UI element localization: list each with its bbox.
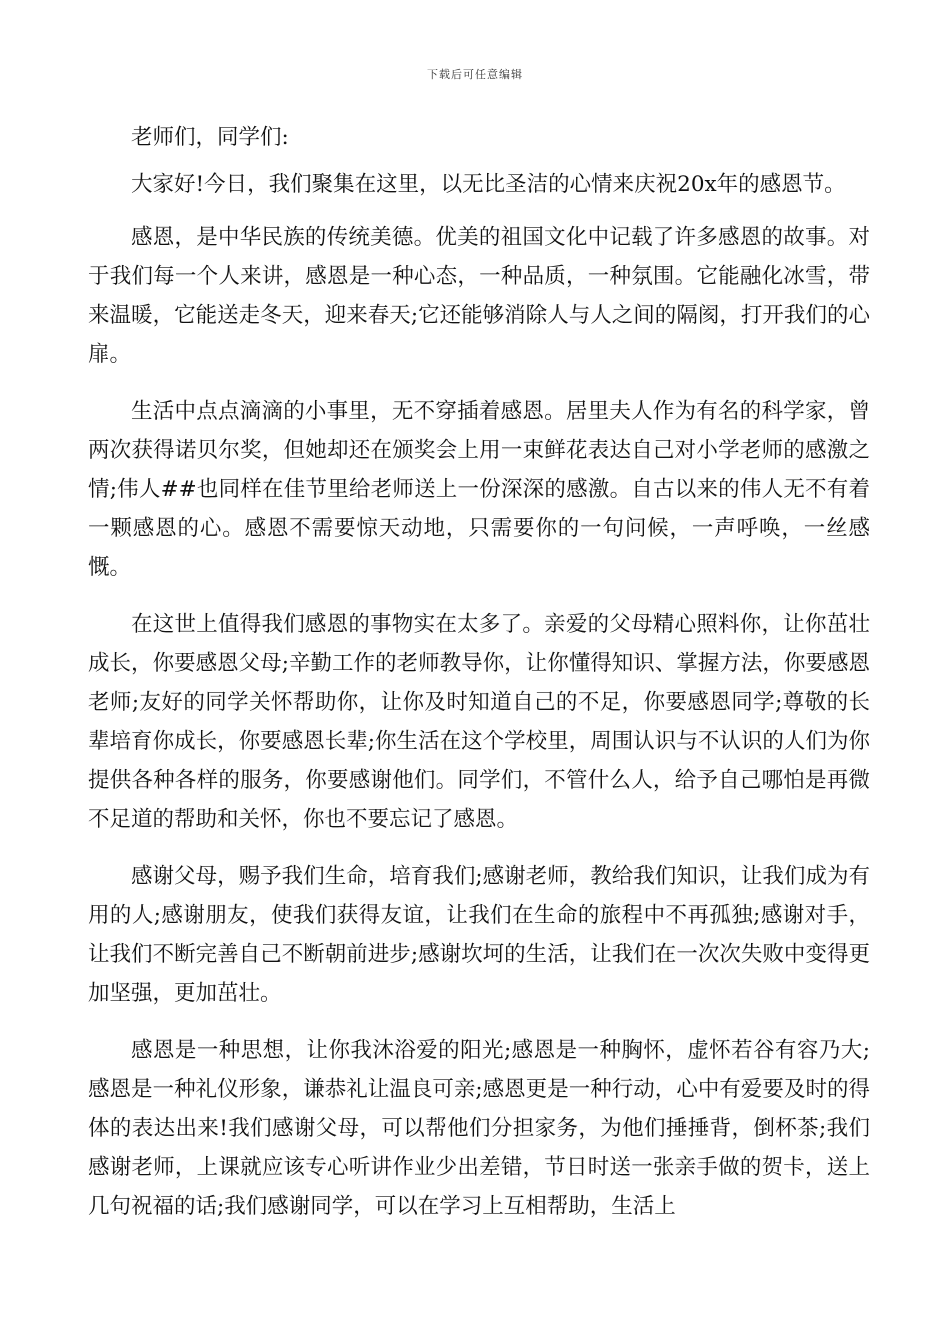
paragraph-daily-gratitude: 生活中点点滴滴的小事里，无不穿插着感恩。居里夫人作为有名的科学家，曾两次获得诺贝尔奖，但她却还在颁奖会上用一束鲜花表达自己对小学老师的感激之情;伟人##也同样在佳节里给老师送上一份深深的感激。自古以来的伟人无不有着一颗感恩的心。感恩不需要惊天动地，只需要你的一句问候，一声呼唤，一丝感慨。 (88, 399, 870, 580)
salutation: 老师们，同学们: (131, 125, 289, 150)
paragraph-gratitude-action: 感恩是一种思想，让你我沐浴爱的阳光;感恩是一种胸怀，虚怀若谷有容乃大;感恩是一种礼仪形象，谦恭礼让温良可亲;感恩更是一种行动，心中有爱要及时的得体的表达出来!我们感谢父母，可以帮他们分担家务，为他们捶捶背，倒杯茶;我们感谢老师，上课就应该专心听讲作业少出差错，节日时送一张亲手做的贺卡，送上几句祝福的话;我们感谢同学，可以在学习上互相帮助，生活上 (88, 1038, 870, 1219)
paragraph-greeting: 大家好!今日，我们聚集在这里，以无比圣洁的心情来庆祝20x年的感恩节。 (131, 172, 846, 197)
header-note: 下载后可任意编辑 (427, 68, 523, 81)
paragraph-things-to-thank: 在这世上值得我们感恩的事物实在太多了。亲爱的父母精心照料你，让你茁壮成长，你要感恩父母;辛勤工作的老师教导你，让你懂得知识、掌握方法，你要感恩老师;友好的同学关怀帮助你，让你及时知道自己的不足，你要感恩同学;尊敬的长辈培育你成长，你要感恩长辈;你生活在这个学校里，周围认识与不认识的人们为你提供各种各样的服务，你要感谢他们。同学们，不管什么人，给予自己哪怕是再微不足道的帮助和关怀，你也不要忘记了感恩。 (88, 612, 870, 832)
document-body (88, 118, 870, 1226)
paragraph-thank-list: 感谢父母，赐予我们生命，培育我们;感谢老师，教给我们知识，让我们成为有用的人;感谢朋友，使我们获得友谊，让我们在生命的旅程中不再孤独;感谢对手，让我们不断完善自己不断朝前进步;感谢坎坷的生活，让我们在一次次失败中变得更加坚强，更加茁壮。 (88, 864, 870, 1006)
paragraph-gratitude-virtue: 感恩，是中华民族的传统美德。优美的祖国文化中记载了许多感恩的故事。对于我们每一个人来讲，感恩是一种心态，一种品质，一种氛围。它能融化冰雪，带来温暖，它能送走冬天，迎来春天;它还能够消除人与人之间的隔阂，打开我们的心扉。 (88, 225, 870, 367)
